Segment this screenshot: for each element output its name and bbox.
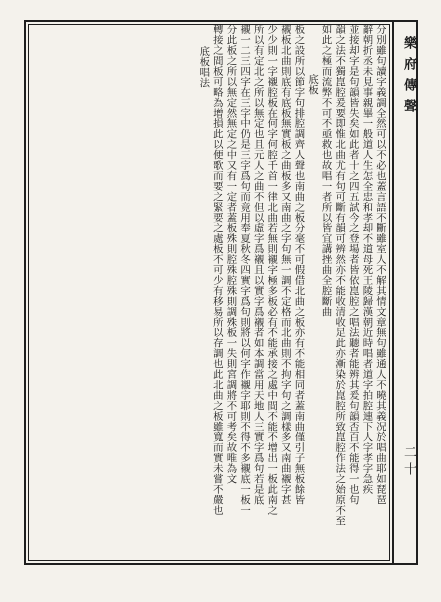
text-column: 板之設所以節字句排腔調齊人聲也南曲之板分毫不可假借北曲之板亦有不能相同者蓋南曲僅引子無板餘皆 [292,24,305,505]
body-text [34,24,386,560]
text-column: 辭朝折丞未見事親畢一般道人生怎全忠和孝却不道母死王陵歸漢朝近時唱者道字拍腔連下人字孝字急疾 [360,24,373,495]
text-column: 如此之極而流弊不可不亟救也故唱一者所以皆宜講挫曲全腔斷曲 [319,24,332,317]
running-book-title: 樂府傳聲 [401,36,416,120]
text-column: 並接却字是句韻皆失矣如此者十之四五試今之登場者皆依崑腔之唱法聽者能辨其爰句韻否百不能得一也句 [346,24,359,505]
text-column: 襯板北曲則底有底板無實板之曲板多又南曲之字句無一調不定格而北曲則不拘字句之調樣多又南曲襯字甚 [278,24,291,505]
section-heading: 底板唱法 [197,46,210,88]
text-column: 韻之法不獨崑腔爰要即惟北曲尤有句可斷有韻可辨然亦不能收清收足此亦漸染於崑腔所致崑腔作法之始原不至 [333,24,346,526]
text-column: 襯一二三四字在三字中仍是三字爲句而竟用奉夏秋冬四實字爲句則將以何字作襯字耶則不得不多襯底一板一 [238,24,251,516]
text-column: 分此板之所以無定然無定之中又有一定者蓋板殊則腔殊腔殊則調殊板一失則宮調將不可考矣故唯為文 [224,24,237,484]
page-number: 二十 [401,445,416,479]
text-column: 分別雖句讀字義調全然可以不必也蓋言語不斷雖室人不解其情文章無句雖通人不曉其義况於唱曲耶如琵琶 [374,24,386,505]
text-column: 少少則一字襯腔板在何字何腔千首一律北曲若無則襯字極多板必有不能承接之處中間不能不增出一板此南之 [265,24,278,516]
section-heading: 底板 [306,74,319,95]
text-column: 轉接之間板可略為增損此以便歌而要之緊要之處板不可少有移易所以存調也此北曲之板雖寬而實未嘗不嚴也 [210,24,223,516]
text-column: 所以有定北之所以無定也且元人之曲不但以虛字爲襯且以實字爲襯者如本調當用天地人三實字爲句若是底 [251,24,264,505]
